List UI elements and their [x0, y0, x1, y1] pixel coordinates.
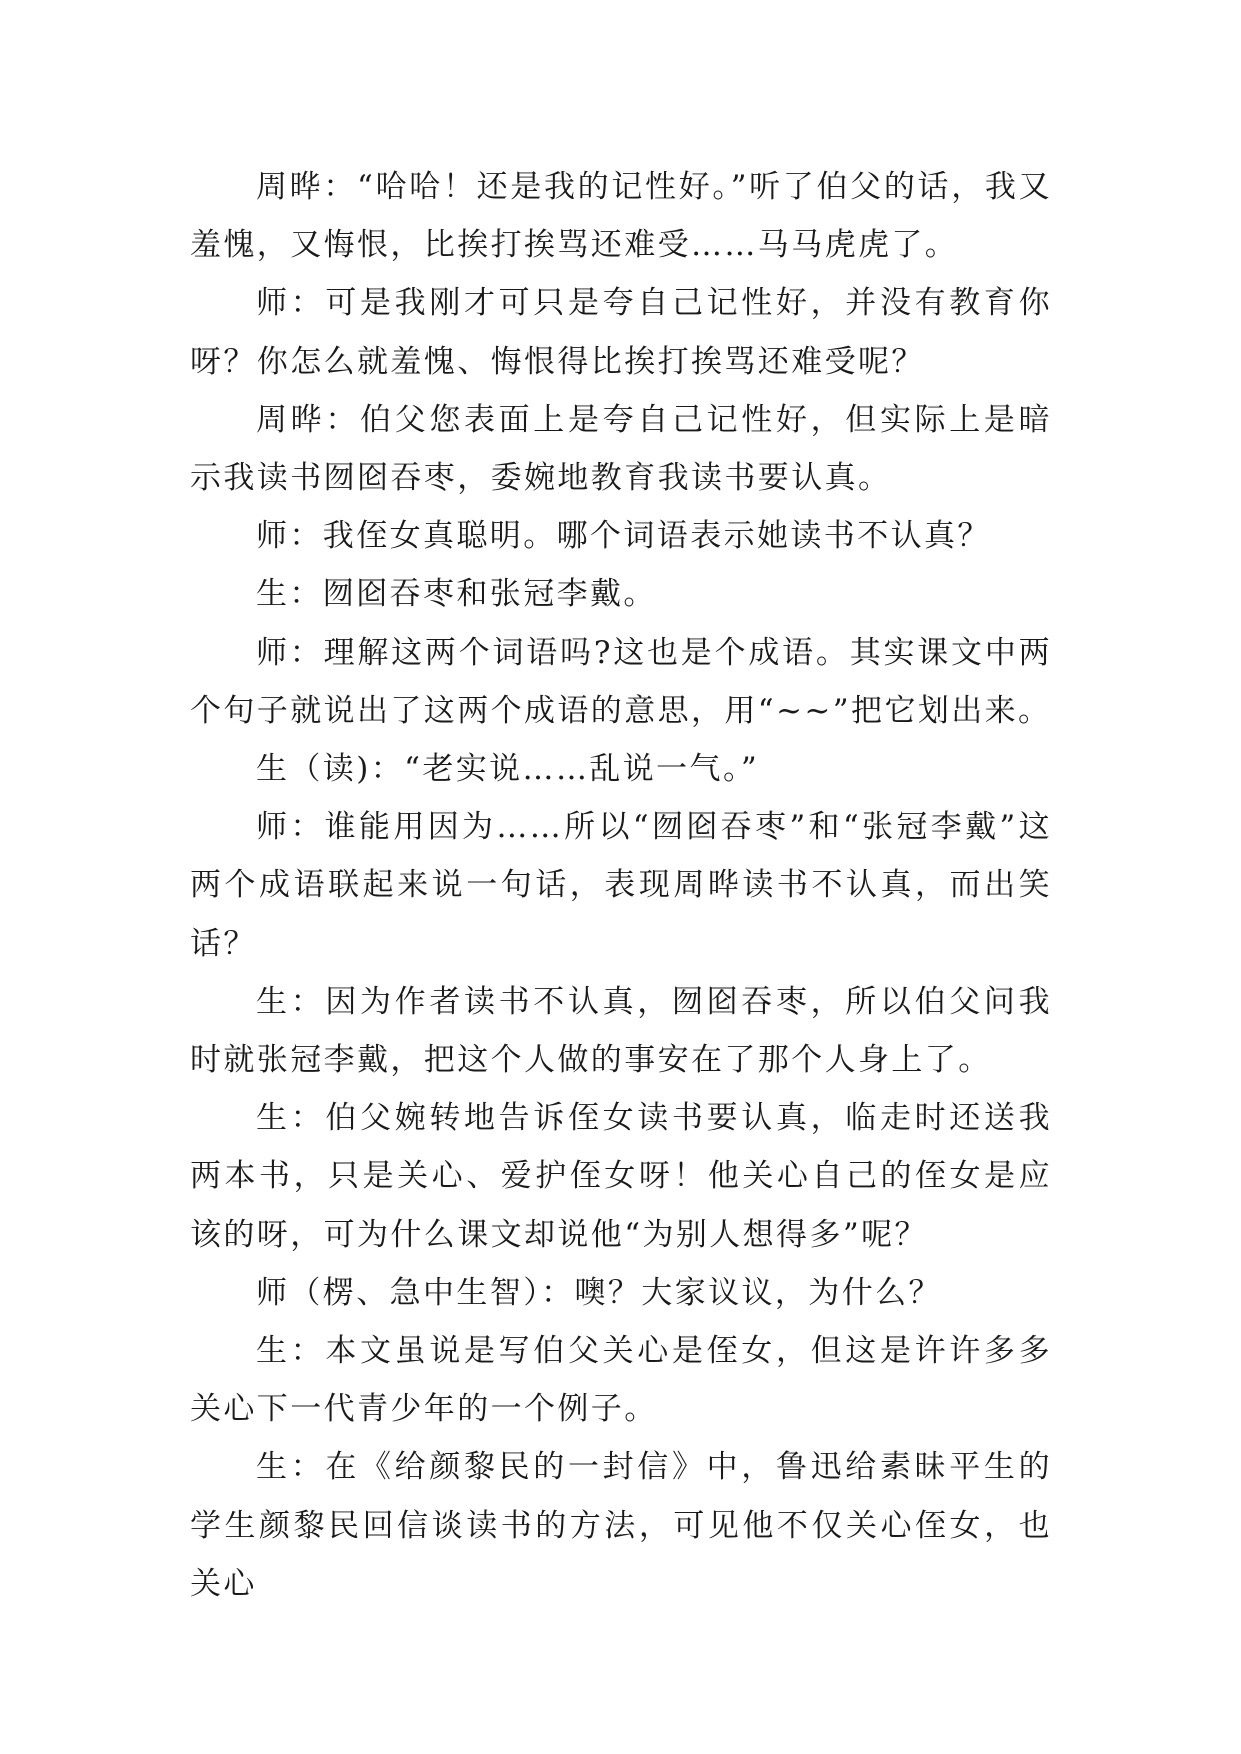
paragraph-student-reads: 生（读)：“老实说……乱说一气。” [256, 751, 760, 788]
paragraph-student-uncle: 生：伯父婉转地告诉侄女读书要认真，临走时还送我两本书，只是关心、爱护侄女呀！他关心自己的侄女是应该的呀，可为什么课文却说他“为别人想得多”呢？ [190, 1100, 1052, 1253]
paragraph-teacher-which-word: 师：我侄女真聪明。哪个词语表示她读书不认真？ [256, 518, 991, 555]
paragraph-teacher-understand: 师：理解这两个词语吗?这也是个成语。其实课文中两个句子就说出了这两个成语的意思，用“~~”把它划出来。 [190, 634, 1052, 729]
paragraph-student-letter: 生：在《给颜黎民的一封信》中，鲁迅给素昧平生的学生颜黎民回信谈读书的方法，可见他不仅关心侄女，也关心 [190, 1449, 1052, 1602]
paragraph-student-example: 生：本文虽说是写伯父关心是侄女，但这是许许多多关心下一代青少年的一个例子。 [190, 1333, 1052, 1428]
paragraph-teacher-discuss: 师（楞、急中生智）：噢？大家议议，为什么？ [256, 1274, 942, 1311]
paragraph-teacher-sentence: 师：谁能用因为……所以“囫囵吞枣”和“张冠李戴”这两个成语联起来说一句话，表现周晔读书不认真，而出笑话？ [190, 809, 1052, 962]
paragraph-zhouye-haha: 周晔：“哈哈！还是我的记性好。”听了伯父的话，我又羞愧，又悔恨，比挨打挨骂还难受……马马虎虎了。 [190, 169, 1052, 264]
paragraph-student-because: 生：因为作者读书不认真，囫囵吞枣，所以伯父问我时就张冠李戴，把这个人做的事安在了那个人身上了。 [190, 983, 1052, 1079]
paragraph-student-idioms: 生：囫囵吞枣和张冠李戴。 [256, 576, 657, 613]
paragraph-zhouye-answer: 周晔：伯父您表面上是夸自己记性好，但实际上是暗示我读书囫囵吞枣，委婉地教育我读书要认真。 [190, 401, 1052, 497]
dialogue-text-block [190, 158, 1052, 1613]
paragraph-teacher-question: 师：可是我刚才可只是夸自己记性好，并没有教育你呀？你怎么就羞愧、悔恨得比挨打挨骂还难受呢？ [190, 285, 1052, 380]
